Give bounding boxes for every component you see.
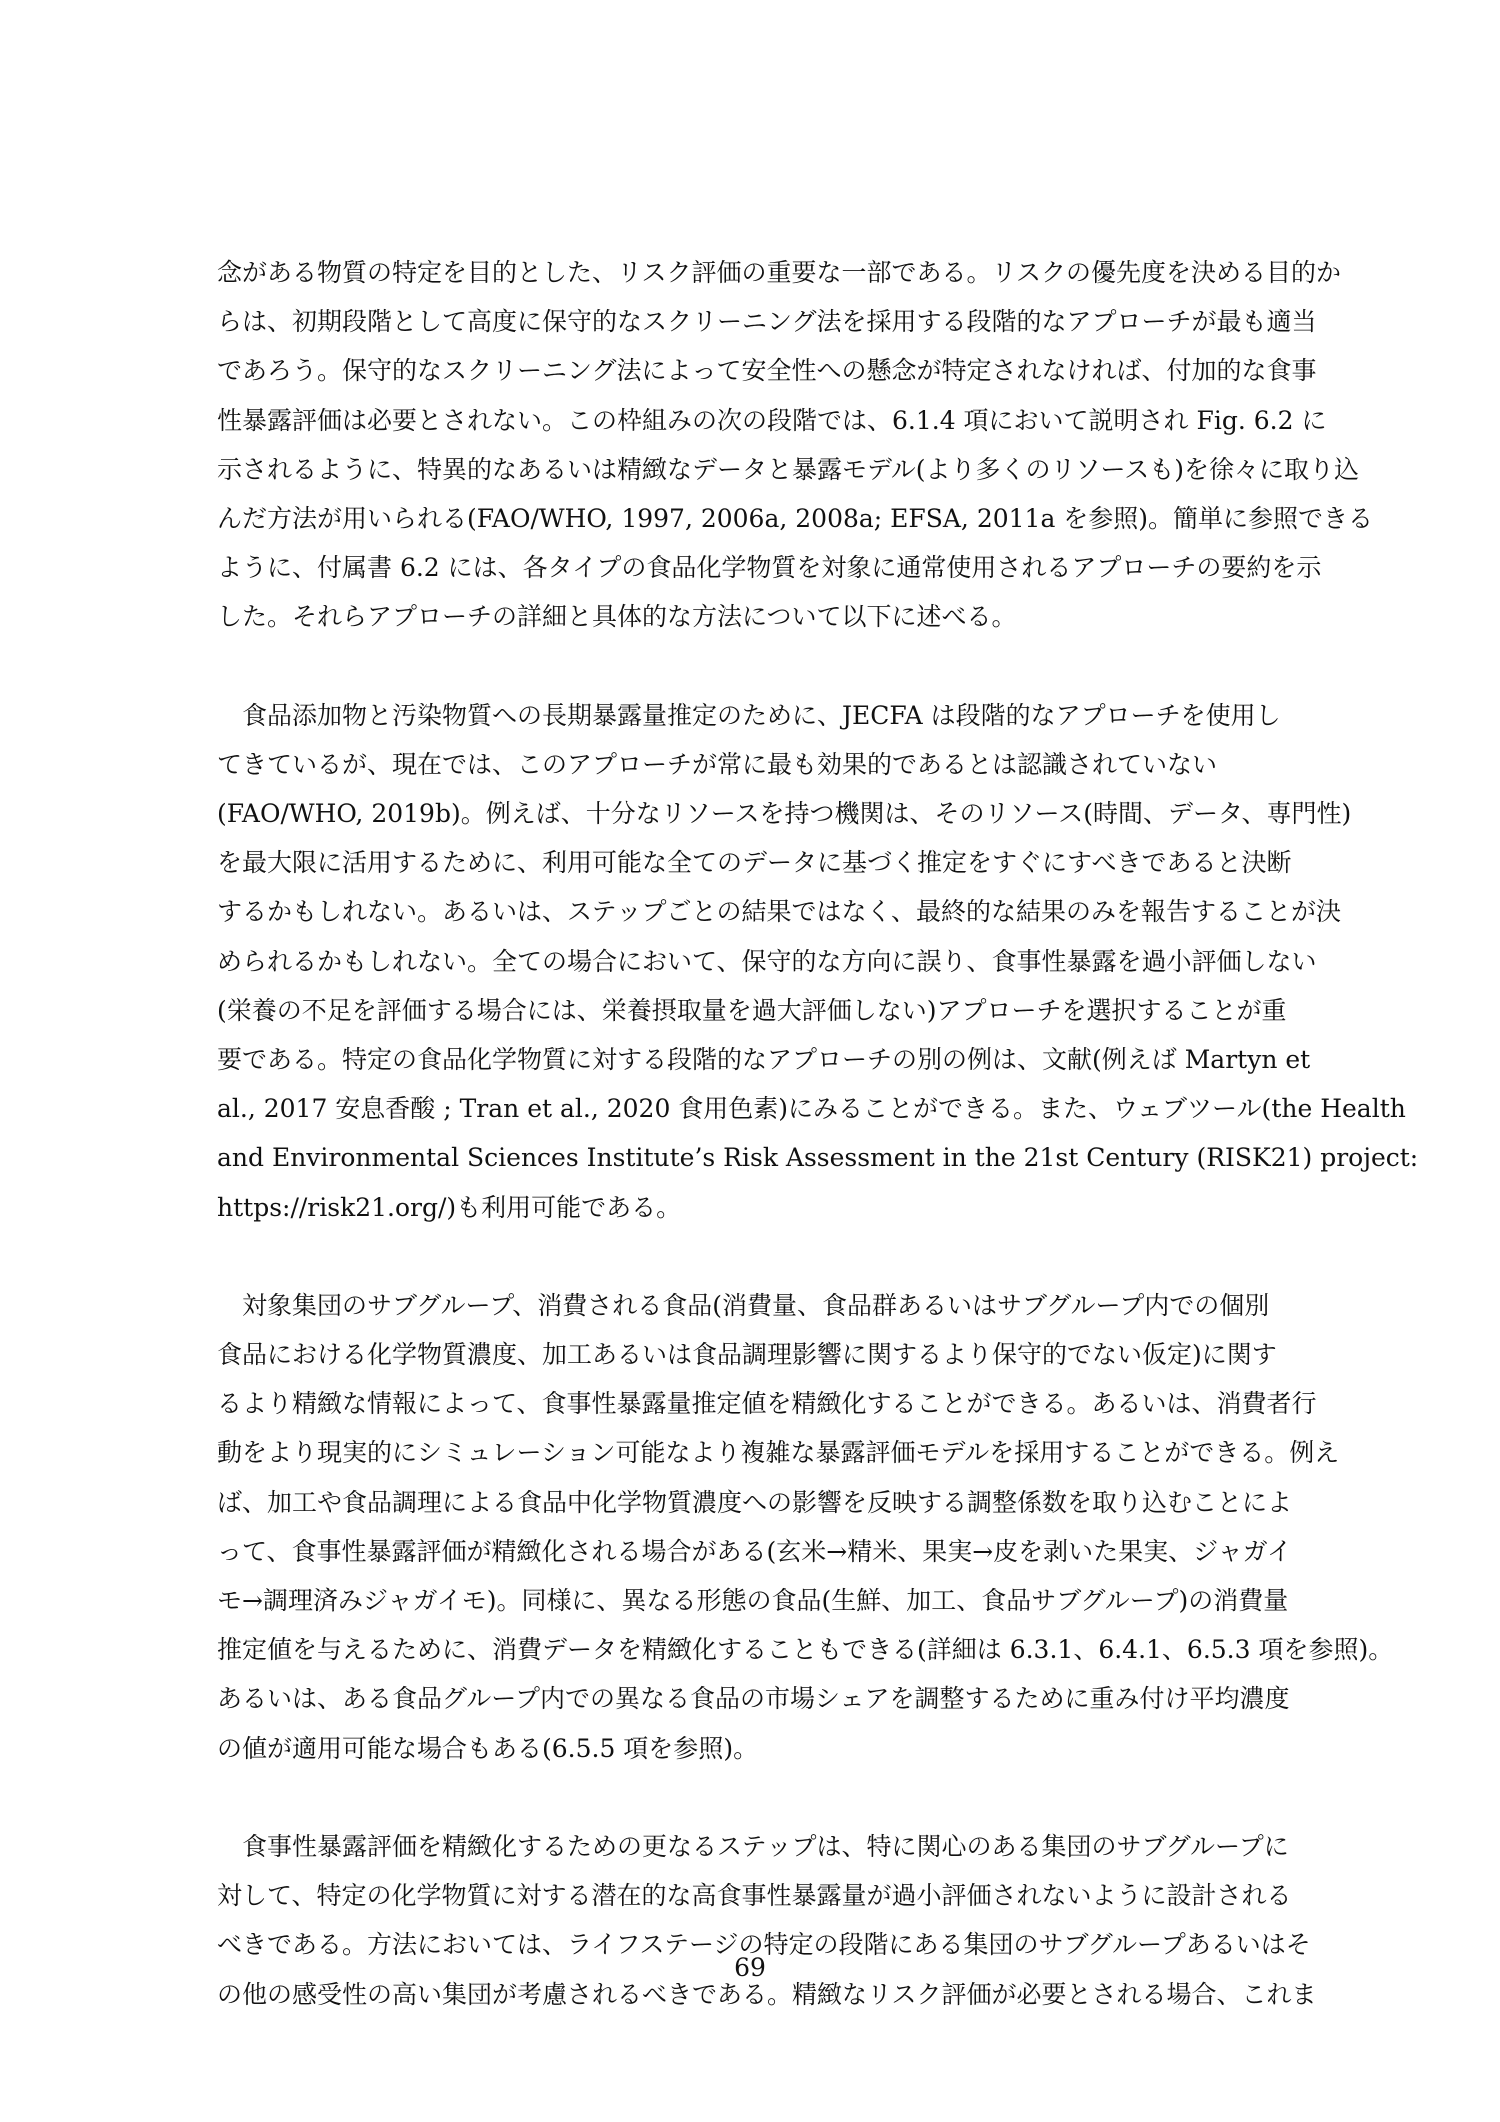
text-line: であろう。保守的なスクリーニング法によって安全性への懸念が特定されなければ、付加的な食事 [217,356,1317,386]
text-line: の他の感受性の高い集団が考慮されるべきである。精緻なリスク評価が必要とされる場合、これま [217,1979,1317,2009]
page-number: 69 [734,1953,766,1982]
text-line: あるいは、ある食品グループ内での異なる食品の市場シェアを調整するために重み付け平均濃度 [217,1684,1290,1714]
text-line: められるかもしれない。全ての場合において、保守的な方向に誤り、食事性暴露を過小評価しない [217,946,1317,976]
text-line: モ→調理済みジャガイモ)。同様に、異なる形態の食品(生鮮、加工、食品サブグループ)の消費量 [217,1586,1289,1616]
paragraph-jecfa-tiered-approach [217,691,1419,1232]
text-line: を最大限に活用するために、利用可能な全てのデータに基づく推定をすぐにすべきであると決断 [217,848,1292,878]
text-line: 示されるように、特異的なあるいは精緻なデータと暴露モデル(より多くのリソースも)を徐々に取り込 [217,454,1360,484]
paragraph-gap [217,1232,1283,1281]
text-line: 対象集団のサブグループ、消費される食品(消費量、食品群あるいはサブグループ内での個別 [242,1290,1270,1320]
paragraph-risk-screening [217,248,1374,642]
text-line: ように、付属書 6.2 には、各タイプの食品化学物質を対象に通常使用されるアプローチの要約を示 [217,553,1322,583]
paragraph-gap [217,1773,1283,1822]
text-line: (栄養の不足を評価する場合には、栄養摂取量を過大評価しない)アプローチを選択することが重 [217,995,1287,1025]
text-line: 念がある物質の特定を目的とした、リスク評価の重要な一部である。リスクの優先度を決める目的か [217,258,1342,287]
text-line: (FAO/WHO, 2019b)。例えば、十分なリソースを持つ機関は、そのリソース(時間、データ、専門性) [217,799,1352,829]
text-line: するかもしれない。あるいは、ステップごとの結果ではなく、最終的な結果のみを報告することが決 [217,897,1342,927]
text-line: ば、加工や食品調理による食品中化学物質濃度への影響を反映する調整係数を取り込むことによ [217,1487,1293,1517]
text-line: 食事性暴露評価を精緻化するための更なるステップは、特に関心のある集団のサブグループに [242,1831,1289,1861]
text-line: 性暴露評価は必要とされない。この枠組みの次の段階では、6.1.4 項において説明され Fig. 6.2 に [217,405,1327,435]
text-line: るより精緻な情報によって、食事性暴露量推定値を精緻化することができる。あるいは、消費者行 [217,1389,1317,1419]
text-line: した。それらアプローチの詳細と具体的な方法について以下に述べる。 [217,602,1017,632]
text-line: https://risk21.org/)も利用可能である。 [217,1192,682,1222]
text-line: 食品における化学物質濃度、加工あるいは食品調理影響に関するより保守的でない仮定)に関す [217,1340,1277,1370]
text-line: 推定値を与えるために、消費データを精緻化することもできる(詳細は 6.3.1、6.4.1、6.5.3 項を参照)。 [217,1635,1394,1665]
body-text [217,248,1419,2019]
text-line: べきである。方法においては、ライフステージの特定の段階にある集団のサブグループあるいはそ [217,1930,1311,1960]
text-line: てきているが、現在では、このアプローチが常に最も効果的であるとは認識されていない [217,749,1218,779]
paragraph-gap [217,642,1283,691]
text-line: の値が適用可能な場合もある(6.5.5 項を参照)。 [217,1733,759,1763]
text-line: 食品添加物と汚染物質への長期暴露量推定のために、JECFA は段階的なアプローチを使用し [242,700,1281,730]
text-line: and Environmental Sciences Institute’s Risk Assessment in the 21st Century (RISK21) project: [217,1143,1419,1173]
text-line: 対して、特定の化学物質に対する潜在的な高食事性暴露量が過小評価されないように設計される [217,1881,1292,1911]
text-line: 要である。特定の食品化学物質に対する段階的なアプローチの別の例は、文献(例えば Martyn et [217,1045,1311,1075]
text-line: んだ方法が用いられる(FAO/WHO, 1997, 2006a, 2008a; EFSA, 2011a を参照)。簡単に参照できる [217,504,1374,534]
text-line: らは、初期段階として高度に保守的なスクリーニング法を採用する段階的なアプローチが最も適当 [217,307,1317,337]
text-line: al., 2017 安息香酸 ; Tran et al., 2020 食用色素)にみることができる。また、ウェブツール(the Health [217,1094,1406,1124]
text-line: って、食事性暴露評価が精緻化される場合がある(玄米→精米、果実→皮を剥いた果実、ジャガイ [217,1536,1292,1566]
text-line: 動をより現実的にシミュレーション可能なより複雑な暴露評価モデルを採用することができる。例え [217,1438,1340,1468]
paragraph-refinement-information [217,1281,1394,1773]
paragraph-further-steps [217,1822,1317,2019]
